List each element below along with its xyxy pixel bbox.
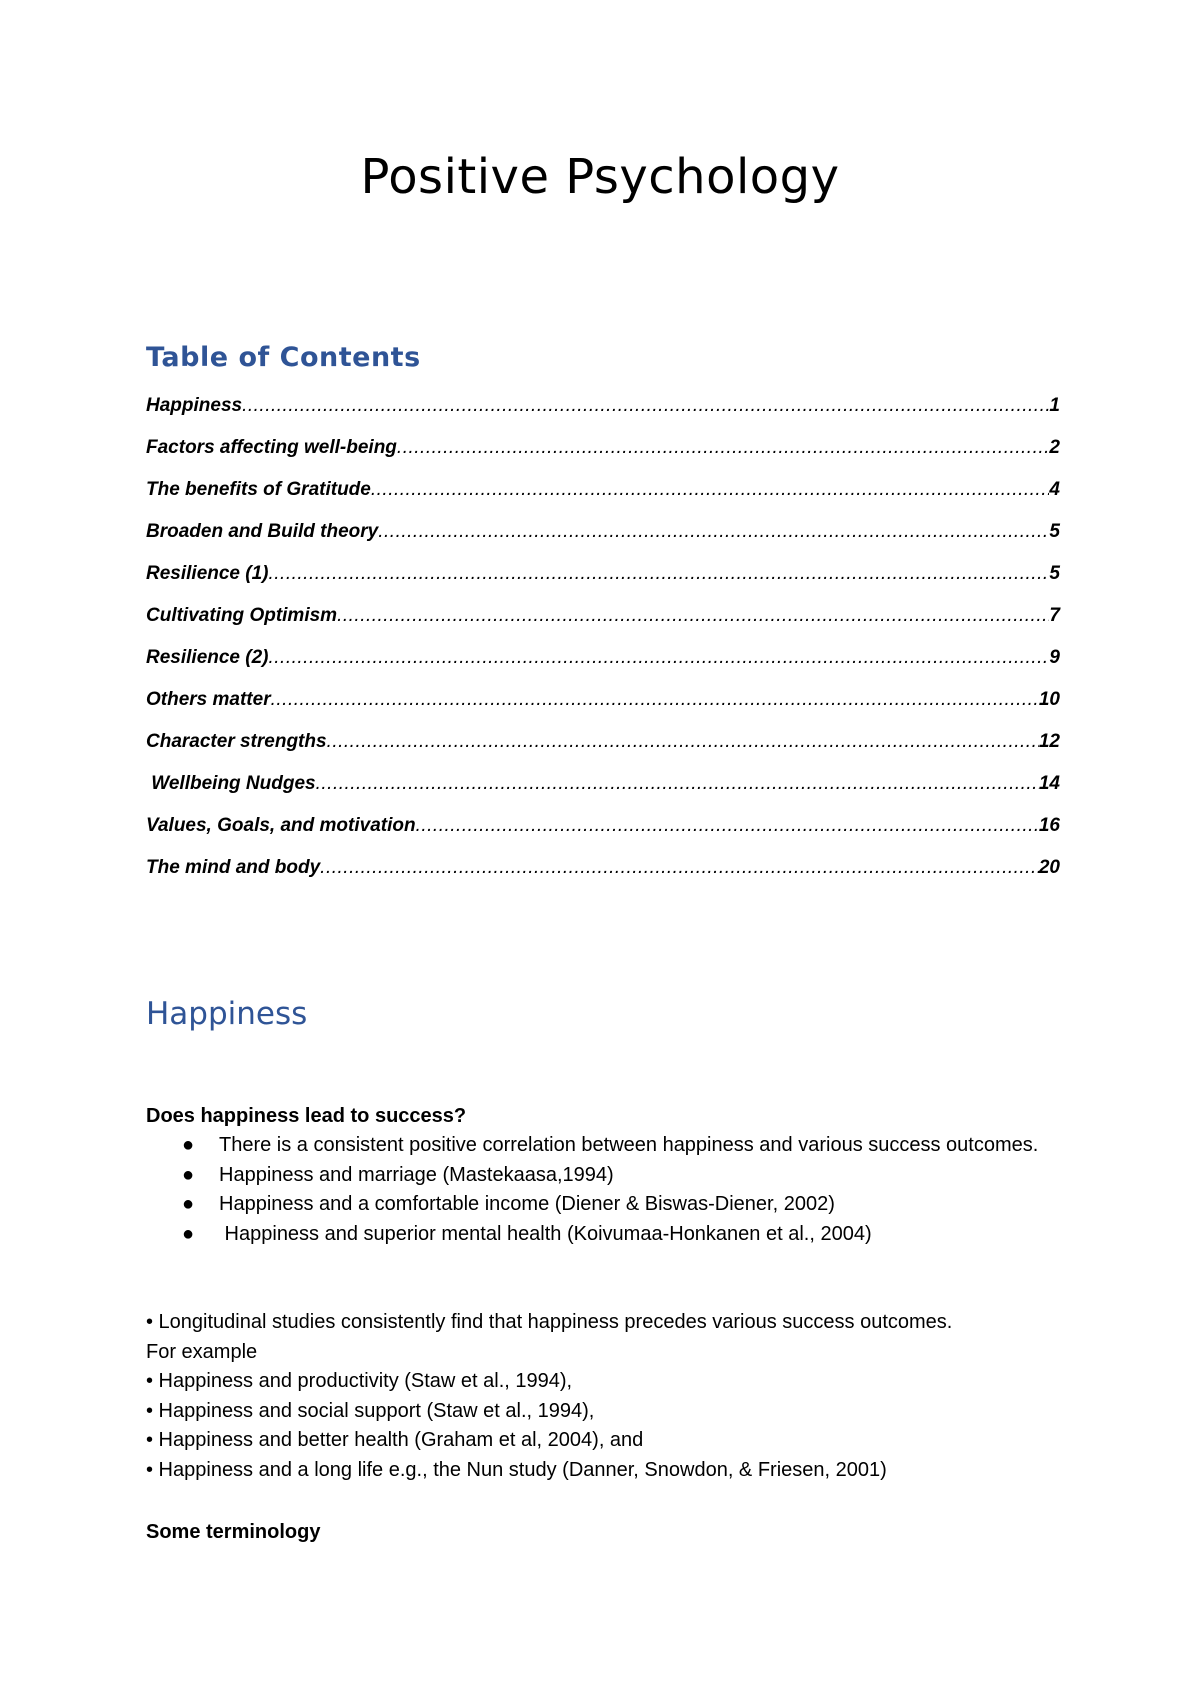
toc-entry-resilience-2[interactable] xyxy=(146,647,1060,689)
toc-entry-label: Factors affecting well-being xyxy=(146,437,397,458)
toc-leader-dots xyxy=(269,647,1050,669)
toc-leader-dots xyxy=(337,605,1049,627)
toc-entry-page: 2 xyxy=(1049,437,1060,458)
toc-entry-broaden-and-build-theory[interactable] xyxy=(146,521,1060,563)
paragraph-line: • Happiness and a long life e.g., the Nun study (Danner, Snowdon, & Friesen, 2001) xyxy=(146,1458,887,1481)
toc-entry-label: Resilience (1) xyxy=(146,563,269,584)
toc-entry-page: 5 xyxy=(1049,521,1060,542)
section-heading-happiness: Happiness xyxy=(146,996,308,1032)
toc-entry-page: 16 xyxy=(1038,815,1060,836)
bullet-icon: ● xyxy=(182,1134,195,1156)
toc-entry-page: 7 xyxy=(1049,605,1060,626)
list-item xyxy=(146,1220,1066,1250)
toc-entry-page: 20 xyxy=(1038,857,1060,878)
list-item-text: Happiness and a comfortable income (Diener & Biswas-Diener, 2002) xyxy=(219,1193,835,1215)
toc-entry-label: Wellbeing Nudges xyxy=(146,773,316,794)
toc-entry-values-goals-motivation[interactable] xyxy=(146,815,1060,857)
toc-entry-happiness[interactable] xyxy=(146,395,1060,437)
toc-leader-dots xyxy=(371,479,1050,501)
toc-entry-resilience-1[interactable] xyxy=(146,563,1060,605)
list-item-text: Happiness and superior mental health (Koivumaa-Honkanen et al., 2004) xyxy=(219,1222,872,1245)
list-item-text: There is a consistent positive correlation between happiness and various success outcomes. xyxy=(219,1134,1039,1156)
paragraph-line: For example xyxy=(146,1340,258,1363)
document-title: Positive Psychology xyxy=(360,149,840,205)
toc-leader-dots xyxy=(416,815,1039,837)
paragraph-line: • Happiness and productivity (Staw et al., 1994), xyxy=(146,1370,573,1392)
list-item xyxy=(146,1131,1066,1161)
toc-entry-page: 4 xyxy=(1049,479,1060,500)
toc-entry-character-strengths[interactable] xyxy=(146,731,1060,773)
toc-entry-cultivating-optimism[interactable] xyxy=(146,605,1060,647)
paragraph-line: • Happiness and social support (Staw et al., 1994), xyxy=(146,1399,595,1422)
toc-leader-dots xyxy=(327,731,1039,753)
toc-leader-dots xyxy=(378,521,1049,543)
toc-leader-dots xyxy=(320,857,1039,879)
toc-leader-dots xyxy=(269,563,1050,585)
list-item xyxy=(146,1190,1066,1220)
toc-leader-dots xyxy=(397,437,1050,459)
toc-heading: Table of Contents xyxy=(146,342,421,373)
toc-entry-benefits-of-gratitude[interactable] xyxy=(146,479,1060,521)
bullet-icon: ● xyxy=(182,1193,195,1215)
bullet-list xyxy=(146,1131,1066,1249)
toc-entry-page: 14 xyxy=(1038,773,1060,794)
section-question: Does happiness lead to success? xyxy=(146,1105,467,1127)
toc-leader-dots xyxy=(271,689,1039,711)
toc-entry-label: Values, Goals, and motivation xyxy=(146,815,416,836)
bullet-icon: ● xyxy=(182,1222,195,1245)
toc-leader-dots xyxy=(242,395,1049,417)
toc-entry-label: Cultivating Optimism xyxy=(146,605,338,626)
toc-entry-label: Character strengths xyxy=(146,731,327,752)
toc-entry-factors-affecting-well-being[interactable] xyxy=(146,437,1060,479)
toc-entry-label: Resilience (2) xyxy=(146,647,269,668)
toc-entry-page: 5 xyxy=(1049,563,1060,584)
subheading-some-terminology: Some terminology xyxy=(146,1521,321,1543)
toc-leader-dots xyxy=(316,773,1039,795)
toc-entry-label: Broaden and Build theory xyxy=(146,521,379,542)
toc-entry-page: 10 xyxy=(1038,689,1060,710)
list-item-text: Happiness and marriage (Mastekaasa,1994) xyxy=(219,1163,614,1186)
toc-entry-mind-and-body[interactable] xyxy=(146,857,1060,899)
toc-entry-page: 9 xyxy=(1049,647,1060,668)
table-of-contents xyxy=(146,395,1060,899)
paragraph-line: • Happiness and better health (Graham et al, 2004), and xyxy=(146,1429,644,1451)
toc-entry-others-matter[interactable] xyxy=(146,689,1060,731)
longitudinal-paragraph xyxy=(146,1308,1066,1485)
paragraph-line: • Longitudinal studies consistently find that happiness precedes various success outcomes. xyxy=(146,1311,953,1333)
toc-entry-label: Others matter xyxy=(146,689,271,710)
toc-entry-page: 1 xyxy=(1049,395,1060,416)
toc-entry-label: The mind and body xyxy=(146,857,321,878)
bullet-icon: ● xyxy=(182,1163,195,1186)
toc-entry-wellbeing-nudges[interactable] xyxy=(146,773,1060,815)
list-item xyxy=(146,1161,1066,1191)
toc-entry-label: The benefits of Gratitude xyxy=(146,479,371,500)
toc-entry-label: Happiness xyxy=(146,395,243,416)
toc-entry-page: 12 xyxy=(1038,731,1060,752)
